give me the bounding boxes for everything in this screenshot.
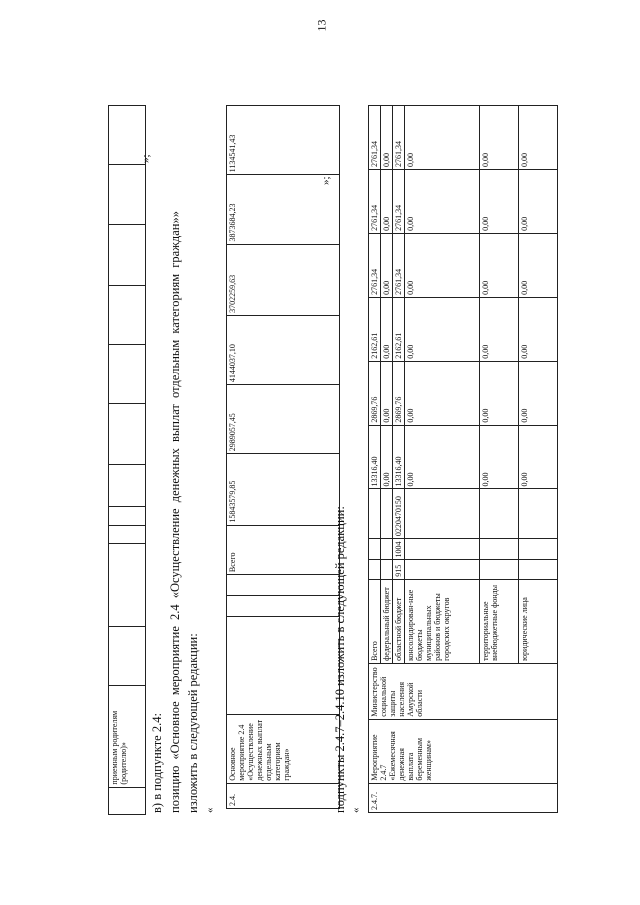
para-subpoints: подпункты 2.4.7–2.4.10 изложить в следующей редакции: xyxy=(333,506,347,813)
table-row: консолидирован-ные бюджеты муниципальных районов и бюджеты городских округов 0,00 0,00 0,00 0,00 0,00 0,00 xyxy=(405,106,480,813)
page-number: 13 xyxy=(314,19,329,32)
quote-open-2: « xyxy=(350,807,362,813)
row-name: Мероприятие 2.4.7 «Ежемесячная денежная выплата беременным женщинам» xyxy=(369,719,558,783)
row-year-1: 2989057,45 xyxy=(227,385,340,454)
table-row xyxy=(227,106,340,809)
row-year-2: 4144037,10 xyxy=(227,315,340,384)
source-label: областной бюджет xyxy=(393,579,405,663)
row-name: Основное мероприятие 2.4 «Осуществление денежных выплат отдельным категориям граждан» xyxy=(227,714,340,783)
row-year-4: 3873684,23 xyxy=(227,175,340,244)
para-position: позицию «Основное мероприятие 2.4 «Осуществление денежных выплат отдельным категориям граждан»» xyxy=(168,211,182,813)
source-label: консолидирован-ные бюджеты муниципальных районов и бюджеты городских округов xyxy=(405,579,480,663)
row-year-5: 1134541,43 xyxy=(227,106,340,175)
table-row: территориальные внебюджетные фонды 0,00 0,00 0,00 0,00 0,00 0,00 xyxy=(480,106,519,813)
quote-close-2: »; xyxy=(320,176,332,185)
table-row: областной бюджет 915 1004 0220470150 13316,40 2869,76 2162,61 2761,34 2761,34 2761,34 xyxy=(393,106,405,813)
row-total: 15843579,85 xyxy=(227,454,340,525)
table-2-4 xyxy=(226,105,340,809)
row-executor: Министерство социальной защиты населения Амурской области xyxy=(369,663,558,719)
recipient-label: приемным родителям (родителю)» xyxy=(109,686,146,787)
source-label: федеральный бюджет xyxy=(381,579,393,663)
quote-open-1: « xyxy=(204,807,216,813)
top-table-fragment xyxy=(108,105,146,815)
row-num: 2.4. xyxy=(227,783,340,808)
para-v: в) в подпункте 2.4: xyxy=(150,713,164,813)
source-label: территориальные внебюджетные фонды xyxy=(480,579,519,663)
para-izlozhit: изложить в следующей редакции: xyxy=(186,633,200,813)
row-num: 2.4.7. xyxy=(369,783,558,812)
row-year-3: 3702259,63 xyxy=(227,244,340,315)
table-row: 2.4.7. Мероприятие 2.4.7 «Ежемесячная денежная выплата беременным женщинам» Министерство социальной защиты населения Амурской области Всего 13316,40 2869,76 2162,61 2761,34 2761,34 2761,34 xyxy=(369,106,381,813)
table-2-4-7 xyxy=(368,105,558,813)
table-row: федеральный бюджет 0,00 0,00 0,00 0,00 0,00 0,00 xyxy=(381,106,393,813)
source-label: Всего xyxy=(369,579,381,663)
row-source: Всего xyxy=(227,525,340,574)
table-row xyxy=(109,106,146,815)
quote-close-1: »; xyxy=(140,154,152,163)
table-row: юридические лица 0,00 0,00 0,00 0,00 0,00 0,00 xyxy=(519,106,558,813)
source-label: юридические лица xyxy=(519,579,558,663)
